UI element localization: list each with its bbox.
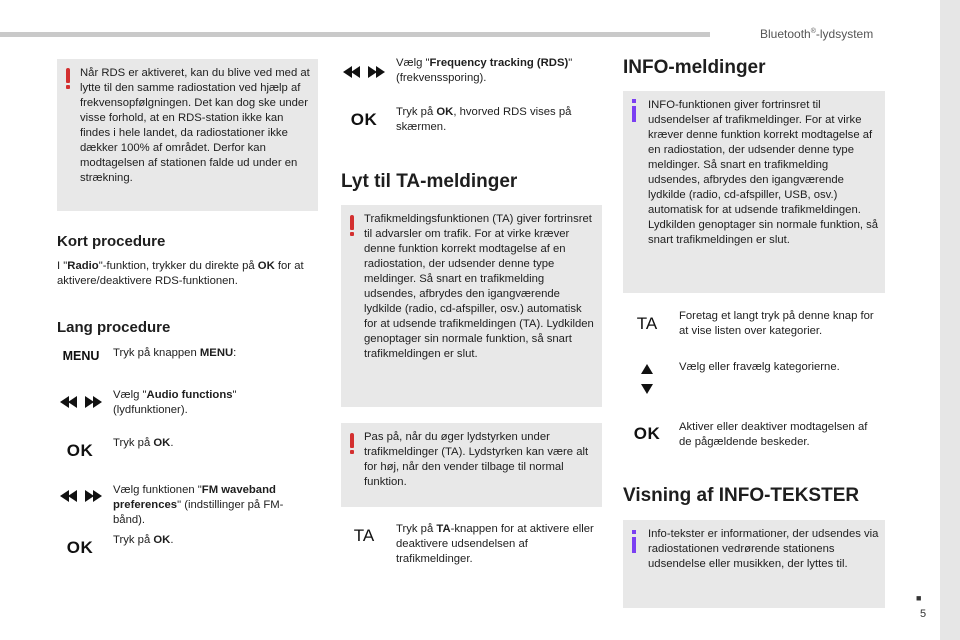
warning-icon [349,215,355,237]
ta-button-icon: TA [636,314,658,333]
ta-warning-text: Trafikmeldingsfunktionen (TA) giver fortrinsret til advarsler om trafik. For at virke kræver denne funktion korrekt modtagelse af en radiostation, der udsender denne type meldinger. Så snart en trafikmelding udsendes, afbrydes den igangværende lydkilde (radio, cd-afspiller, osv.) automatisk for at udsende trafikmeldingen (TA). Lydkilden genoptager sin normale funktion, så snart trafikmeldingen er slut. [364,213,594,360]
menu-button-icon: MENU [62,349,100,363]
info-text-note-box [623,520,885,608]
ta-warning-box [341,205,602,407]
long-step-4: Vælg funktionen "FM waveband preferences" (indstillinger på FM-bånd). [113,484,284,526]
ok-button-icon: OK [66,441,94,460]
ta-step-text: Tryk på TA-knappen for at aktivere eller deaktivere udsendelsen af trafikmeldinger. [396,523,594,565]
long-step-2: Vælg "Audio functions" (lydfunktioner). [113,389,237,416]
page-number: 5 [920,608,927,620]
left-right-arrows-icon [58,489,104,503]
long-step-3: Tryk på OK. [113,437,174,449]
warning-icon [65,68,71,90]
rds-warning-box [57,59,318,211]
header-rule [0,32,710,37]
info-text-section-title: Visning af INFO-TEKSTER [623,485,860,506]
info-section-title: INFO-meldinger [623,57,766,78]
short-procedure-title: Kort procedure [57,233,166,250]
long-step-1: Tryk på knappen MENU: [113,347,237,359]
short-procedure-text: I "Radio"-funktion, trykker du direkte på OK for at aktivere/deaktivere RDS-funktionen. [57,260,304,287]
rds-step-press-ok: Tryk på OK, hvorved RDS vises på skærmen. [396,106,572,133]
info-step-categories: Foretag et langt tryk på denne knap for at vise listen over kategorier. [679,310,874,337]
ok-button-icon: OK [350,110,378,129]
info-icon [631,530,637,554]
info-text-note-text: Info-tekster er informationer, der udsendes via radiostationen vedrørende stationens udsendelse eller musikken, der lyttes til. [648,528,879,570]
volume-warning-box [341,423,602,507]
info-note-text: INFO-funktionen giver fortrinsret til udsendelser af trafikmeldinger. For at virke kræver denne funktion korrekt modtagelse af en radiostation, der udsender denne type meldinger. Så snart en trafikmelding udsendes, afbrydes den igangværende lydkilde (radio, cd-afspiller, USB, osv.) automatisk for at udsende trafikmeldingen. Lydkilden genoptager sin normale funktion, så snart trafikmeldingen er slut. [648,99,879,246]
rds-warning-text: Når RDS er aktiveret, kan du blive ved med at lytte til den samme radiostation ved hjælp af frekvensopfølgningen. Det kan dog ske under visse forhold, at en RDS-station ikke kan findes i hele landet, da radiostationer ikke dækker 100% af området. Derfor kan modtagelsen af stationen falde ud under en strækning. [80,67,310,184]
long-step-5: Tryk på OK. [113,534,174,546]
ok-button-icon: OK [633,424,661,443]
warning-icon [349,433,355,455]
left-right-arrows-icon [341,65,387,79]
volume-warning-text: Pas på, når du øger lydstyrken under trafikmeldinger (TA). Lydstyrken kan være alt for høj, når den vender tilbage til normal funktion. [364,431,589,488]
page-side-strip [940,0,960,640]
long-procedure-title: Lang procedure [57,319,171,336]
ok-button-icon: OK [66,538,94,557]
left-right-arrows-icon [58,395,104,409]
info-step-toggle: Aktiver eller deaktiver modtagelsen af de pågældende beskeder. [679,421,868,448]
info-step-select: Vælg eller fravælg kategorierne. [679,361,840,373]
page-header-title: Bluetooth®-lydsystem [760,27,874,41]
page-bullet: ■ [916,593,922,603]
info-icon [631,99,637,123]
rds-step-select-tracking: Vælg "Frequency tracking (RDS)" (frekvenssporing). [396,57,573,84]
info-note-box [623,91,885,293]
ta-section-title: Lyt til TA-meldinger [341,171,518,192]
ta-button-icon: TA [353,526,375,545]
up-down-arrows-icon [640,363,654,395]
